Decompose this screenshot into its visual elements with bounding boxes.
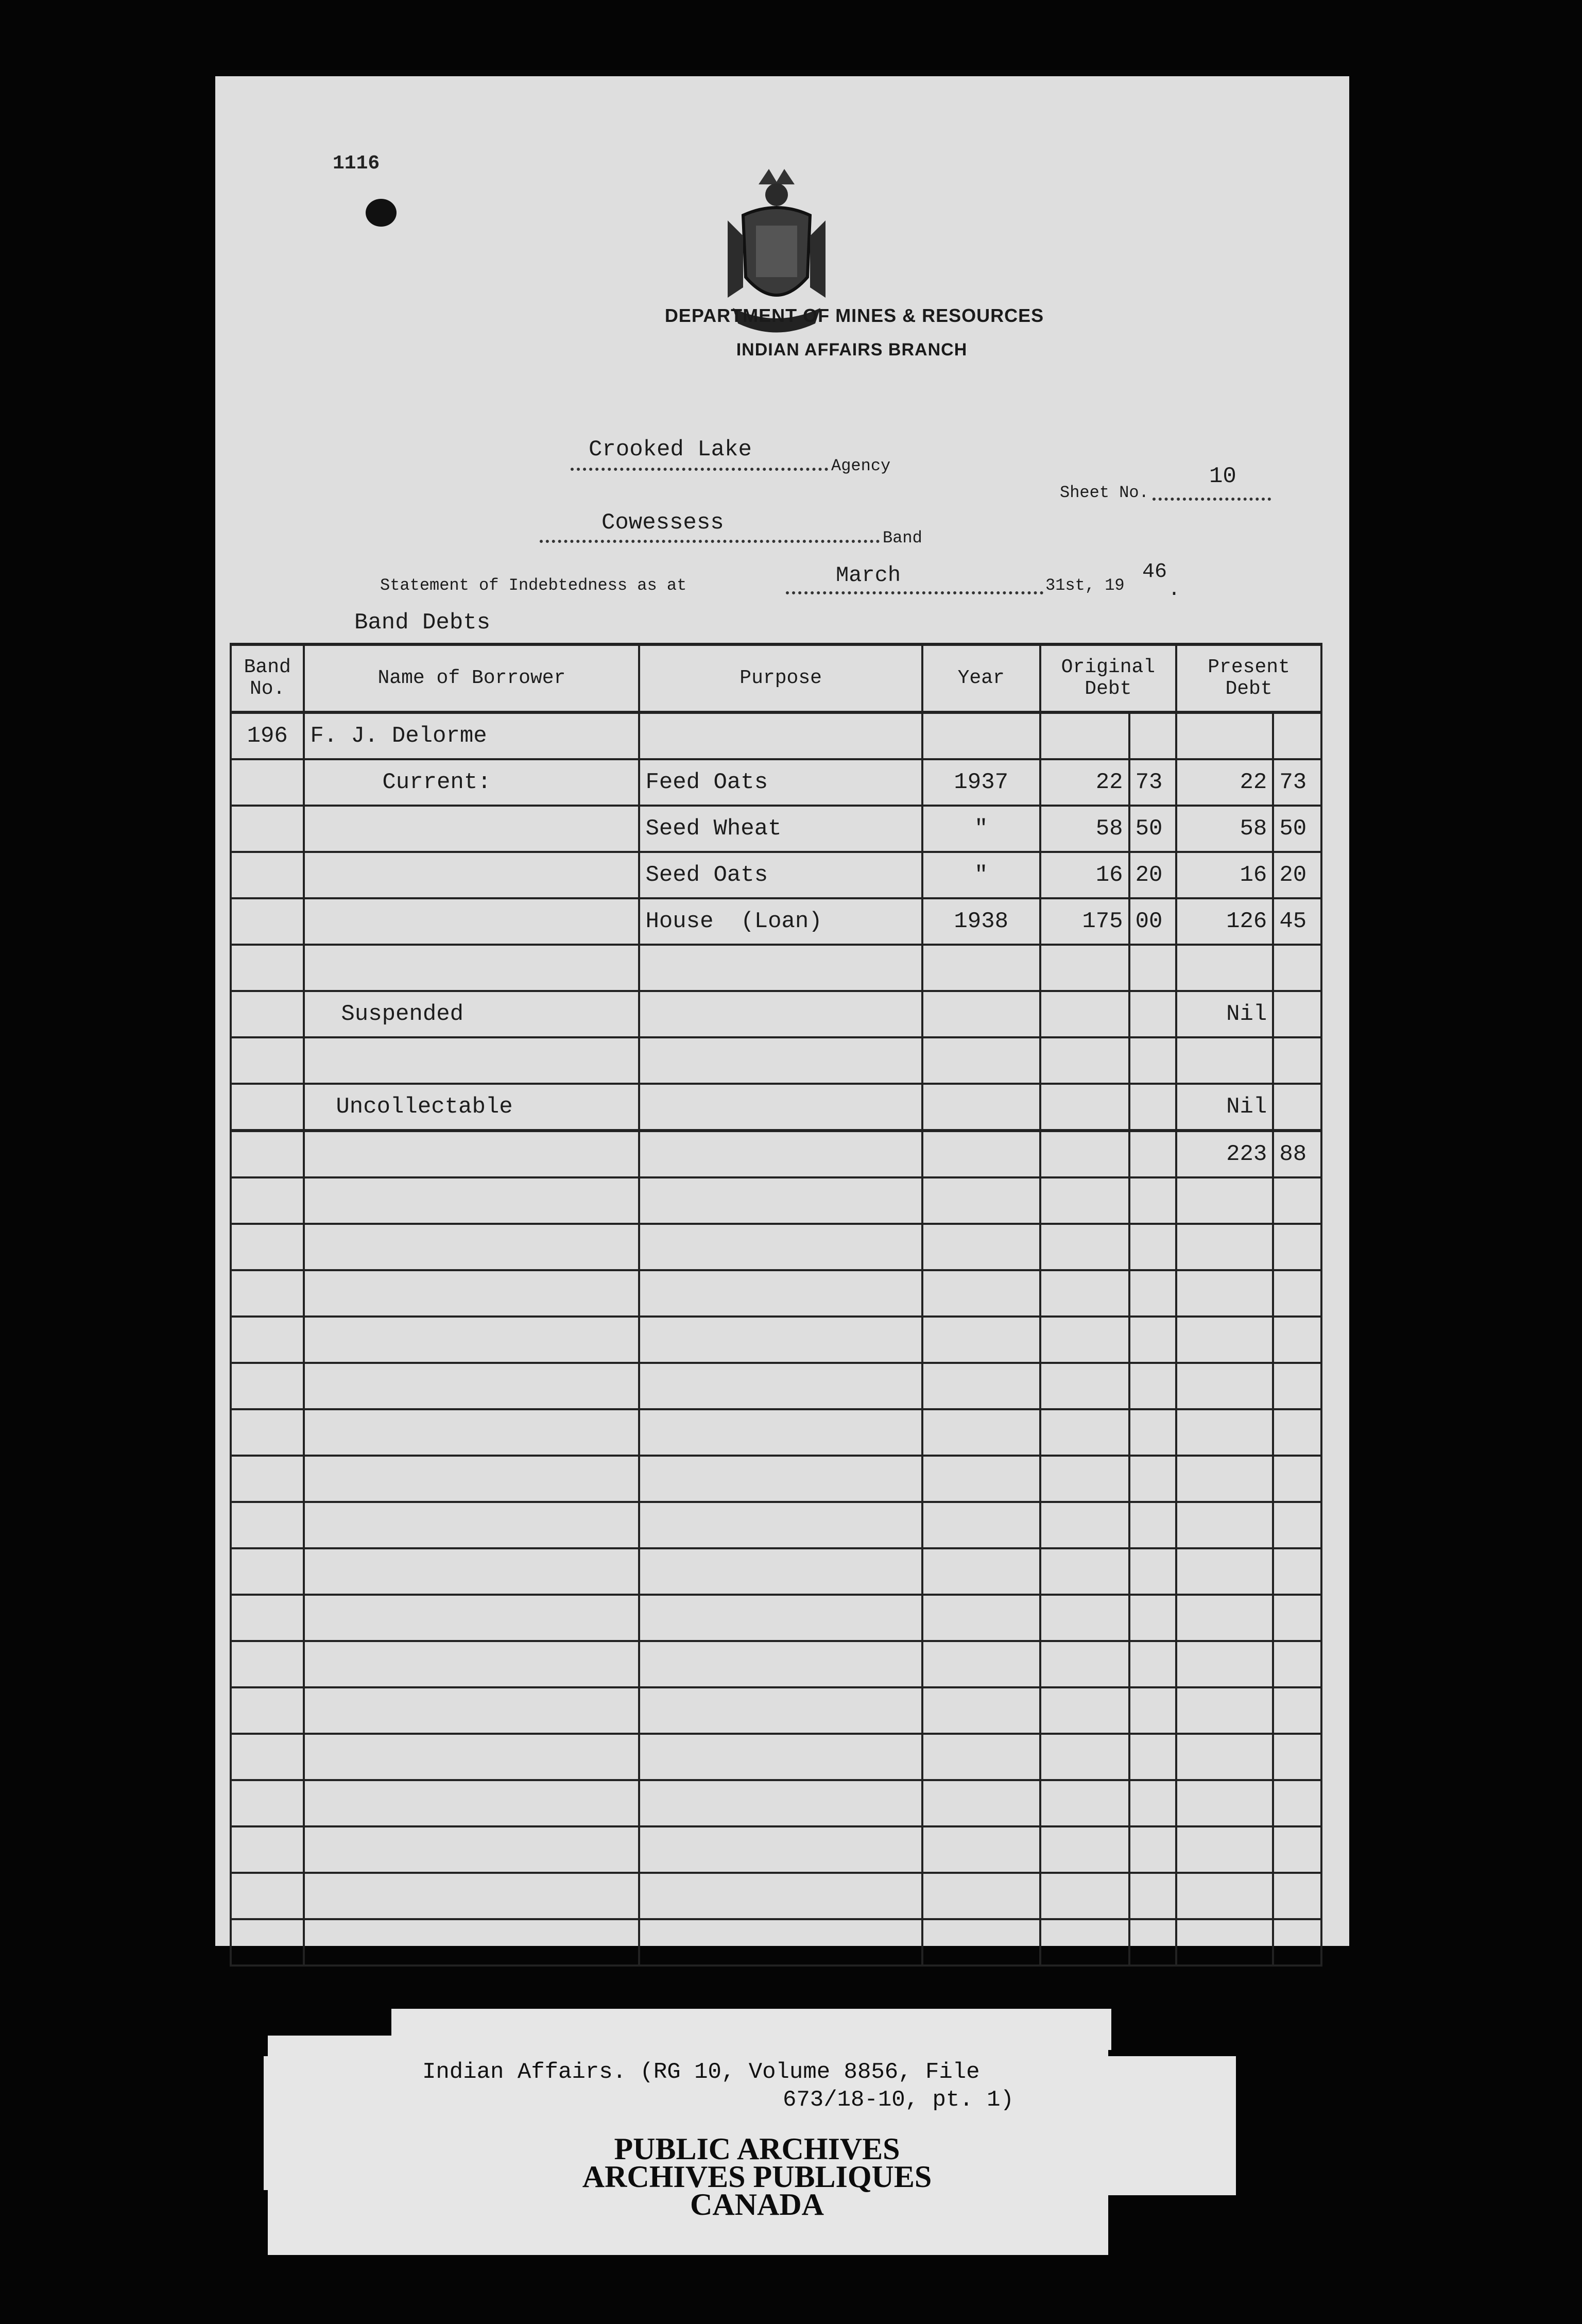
empty-cell <box>1040 1317 1129 1363</box>
present-dollars-cell: 22 <box>1176 759 1273 806</box>
header-band-no: Band No. <box>231 644 304 712</box>
band-no-cell <box>231 852 304 898</box>
header-original-debt: Original Debt <box>1040 644 1176 712</box>
blank-table-row <box>231 1548 1321 1595</box>
band-no-cell <box>231 759 304 806</box>
original-cents-cell <box>1129 1037 1177 1084</box>
empty-cell <box>1040 1548 1129 1595</box>
present-dollars-cell <box>1176 712 1273 759</box>
empty-cell <box>922 1873 1040 1919</box>
total-dollars-cell: 223 <box>1176 1131 1273 1177</box>
empty-cell <box>1129 1363 1177 1409</box>
year-cell <box>922 991 1040 1037</box>
blank-table-row <box>231 1177 1321 1224</box>
table-row <box>231 852 1321 898</box>
empty-cell <box>922 1919 1040 1966</box>
empty-cell <box>304 1456 639 1502</box>
purpose-cell: House (Loan) <box>639 898 922 945</box>
empty-cell <box>922 1641 1040 1687</box>
borrower-cell <box>304 898 639 945</box>
original-dollars-cell <box>1040 712 1129 759</box>
empty-cell <box>1129 1177 1177 1224</box>
section-title: Band Debts <box>354 610 491 636</box>
original-dollars-cell: 58 <box>1040 806 1129 852</box>
blank-table-row <box>231 1595 1321 1641</box>
year-cell <box>922 945 1040 991</box>
empty-cell <box>304 1919 639 1966</box>
original-cents-cell <box>1129 712 1177 759</box>
empty-cell <box>639 1409 922 1456</box>
empty-cell <box>1129 1317 1177 1363</box>
empty-cell <box>639 1641 922 1687</box>
empty-cell <box>1273 1177 1321 1224</box>
present-cents-cell <box>1273 945 1321 991</box>
empty-cell <box>304 1780 639 1826</box>
present-dollars-cell: 16 <box>1176 852 1273 898</box>
band-no-cell <box>231 945 304 991</box>
document-sheet <box>215 76 1349 1946</box>
year-cell: 1937 <box>922 759 1040 806</box>
empty-cell <box>1273 1687 1321 1734</box>
empty-cell <box>231 1224 304 1270</box>
empty-cell <box>922 1734 1040 1780</box>
total-cents-cell: 88 <box>1273 1131 1321 1177</box>
band-value: Cowessess <box>601 510 724 536</box>
empty-cell <box>1273 1780 1321 1826</box>
blank-table-row <box>231 1687 1321 1734</box>
empty-cell <box>1273 1317 1321 1363</box>
present-cents-cell <box>1273 991 1321 1037</box>
empty-cell <box>231 1131 304 1177</box>
empty-cell <box>1129 1873 1177 1919</box>
empty-cell <box>304 1548 639 1595</box>
band-no-cell <box>231 1084 304 1131</box>
statement-dots <box>786 591 1043 594</box>
empty-cell <box>1129 1270 1177 1317</box>
empty-cell <box>639 1734 922 1780</box>
purpose-cell <box>639 712 922 759</box>
debt-ledger <box>230 643 1322 1853</box>
blank-table-row <box>231 1734 1321 1780</box>
empty-cell <box>1040 1595 1129 1641</box>
empty-cell <box>922 1780 1040 1826</box>
present-cents-cell <box>1273 1084 1321 1131</box>
empty-cell <box>1273 1919 1321 1966</box>
empty-cell <box>1176 1873 1273 1919</box>
purpose-cell <box>639 1084 922 1131</box>
present-cents-cell <box>1273 712 1321 759</box>
empty-cell <box>1176 1734 1273 1780</box>
empty-cell <box>1176 1409 1273 1456</box>
empty-cell <box>1273 1826 1321 1873</box>
year-cell <box>922 1084 1040 1131</box>
empty-cell <box>304 1363 639 1409</box>
year-cell: " <box>922 852 1040 898</box>
header-purpose: Purpose <box>639 644 922 712</box>
empty-cell <box>1273 1409 1321 1456</box>
empty-cell <box>1040 1780 1129 1826</box>
blank-rows <box>231 1177 1321 1966</box>
empty-cell <box>1129 1919 1177 1966</box>
empty-cell <box>639 1363 922 1409</box>
borrower-cell: F. J. Delorme <box>304 712 639 759</box>
agency-value: Crooked Lake <box>589 437 752 463</box>
borrower-cell: Current: <box>304 759 639 806</box>
archive-reference-line2: 673/18-10, pt. 1) <box>783 2087 1014 2113</box>
empty-cell <box>1273 1502 1321 1548</box>
purpose-cell <box>639 945 922 991</box>
empty-cell <box>1273 1641 1321 1687</box>
band-no-cell <box>231 898 304 945</box>
empty-cell <box>1129 1502 1177 1548</box>
empty-cell <box>922 1177 1040 1224</box>
present-dollars-cell <box>1176 945 1273 991</box>
original-dollars-cell <box>1040 945 1129 991</box>
empty-cell <box>231 1317 304 1363</box>
empty-cell <box>304 1317 639 1363</box>
file-mark: 1116 <box>333 152 380 175</box>
empty-cell <box>304 1734 639 1780</box>
empty-cell <box>1176 1363 1273 1409</box>
empty-cell <box>1273 1224 1321 1270</box>
archive-country: CANADA <box>690 2188 824 2222</box>
original-dollars-cell: 16 <box>1040 852 1129 898</box>
empty-cell <box>1040 1224 1129 1270</box>
empty-cell <box>1176 1224 1273 1270</box>
empty-cell <box>1129 1131 1177 1177</box>
branch-heading: INDIAN AFFAIRS BRANCH <box>736 340 968 360</box>
agency-label: Agency <box>831 456 891 475</box>
archive-reference-line1: Indian Affairs. (RG 10, Volume 8856, File <box>422 2059 980 2085</box>
empty-cell <box>1129 1687 1177 1734</box>
borrower-cell <box>304 1037 639 1084</box>
empty-cell <box>304 1687 639 1734</box>
empty-cell <box>639 1687 922 1734</box>
year-cell <box>922 1037 1040 1084</box>
empty-cell <box>1040 1502 1129 1548</box>
empty-cell <box>1129 1595 1177 1641</box>
empty-cell <box>922 1270 1040 1317</box>
empty-cell <box>1040 1456 1129 1502</box>
band-no-cell <box>231 806 304 852</box>
empty-cell <box>639 1177 922 1224</box>
empty-cell <box>304 1131 639 1177</box>
blank-table-row <box>231 1919 1321 1966</box>
sheet-number: 10 <box>1209 464 1236 489</box>
empty-cell <box>639 1873 922 1919</box>
empty-cell <box>922 1548 1040 1595</box>
empty-cell <box>1176 1270 1273 1317</box>
present-dollars-cell: 126 <box>1176 898 1273 945</box>
empty-cell <box>1176 1641 1273 1687</box>
original-cents-cell: 50 <box>1129 806 1177 852</box>
ledger-table <box>230 643 1322 1967</box>
empty-cell <box>639 1595 922 1641</box>
empty-cell <box>1040 1734 1129 1780</box>
empty-cell <box>304 1224 639 1270</box>
empty-cell <box>304 1409 639 1456</box>
blank-table-row <box>231 1826 1321 1873</box>
empty-cell <box>922 1687 1040 1734</box>
empty-cell <box>1040 1131 1129 1177</box>
blank-table-row <box>231 1641 1321 1687</box>
blank-table-row <box>231 1873 1321 1919</box>
empty-cell <box>1040 1919 1129 1966</box>
empty-cell <box>231 1270 304 1317</box>
purpose-cell <box>639 1037 922 1084</box>
empty-cell <box>1273 1456 1321 1502</box>
empty-cell <box>231 1409 304 1456</box>
blank-table-row <box>231 1224 1321 1270</box>
original-dollars-cell <box>1040 1037 1129 1084</box>
empty-cell <box>1273 1873 1321 1919</box>
borrower-cell: Suspended <box>304 991 639 1037</box>
empty-cell <box>1129 1548 1177 1595</box>
statement-day: 31st, 19 <box>1045 576 1125 595</box>
present-cents-cell <box>1273 1037 1321 1084</box>
empty-cell <box>231 1826 304 1873</box>
blank-table-row <box>231 1409 1321 1456</box>
table-row <box>231 712 1321 759</box>
empty-cell <box>304 1873 639 1919</box>
empty-cell <box>304 1270 639 1317</box>
band-no-cell <box>231 1037 304 1084</box>
empty-cell <box>639 1502 922 1548</box>
empty-cell <box>639 1270 922 1317</box>
blank-table-row <box>231 1317 1321 1363</box>
empty-cell <box>304 1641 639 1687</box>
empty-cell <box>231 1919 304 1966</box>
empty-cell <box>1040 1270 1129 1317</box>
empty-cell <box>639 1456 922 1502</box>
borrower-cell <box>304 852 639 898</box>
empty-cell <box>1129 1224 1177 1270</box>
blank-table-row <box>231 1363 1321 1409</box>
empty-cell <box>1040 1826 1129 1873</box>
agency-dots <box>571 468 828 471</box>
purpose-cell: Seed Oats <box>639 852 922 898</box>
original-dollars-cell <box>1040 991 1129 1037</box>
empty-cell <box>1176 1502 1273 1548</box>
borrower-cell: Uncollectable <box>304 1084 639 1131</box>
statement-label: Statement of Indebtedness as at <box>380 576 687 595</box>
empty-cell <box>1176 1595 1273 1641</box>
empty-cell <box>639 1224 922 1270</box>
empty-cell <box>1176 1456 1273 1502</box>
blank-table-row <box>231 1456 1321 1502</box>
empty-cell <box>1040 1873 1129 1919</box>
original-cents-cell: 73 <box>1129 759 1177 806</box>
blank-table-row <box>231 1780 1321 1826</box>
header-row <box>231 644 1321 712</box>
empty-cell <box>231 1641 304 1687</box>
empty-cell <box>1040 1363 1129 1409</box>
table-row <box>231 898 1321 945</box>
statement-year: 46 <box>1142 560 1167 584</box>
present-dollars-cell: 58 <box>1176 806 1273 852</box>
empty-cell <box>1176 1317 1273 1363</box>
empty-cell <box>922 1595 1040 1641</box>
department-heading: DEPARTMENT OF MINES & RESOURCES <box>664 305 1044 326</box>
purpose-cell <box>639 991 922 1037</box>
header-year: Year <box>922 644 1040 712</box>
empty-cell <box>922 1409 1040 1456</box>
empty-cell <box>231 1780 304 1826</box>
present-cents-cell: 20 <box>1273 852 1321 898</box>
empty-cell <box>1040 1409 1129 1456</box>
borrower-cell <box>304 945 639 991</box>
empty-cell <box>304 1595 639 1641</box>
empty-cell <box>1176 1687 1273 1734</box>
total-row <box>231 1131 1321 1177</box>
empty-cell <box>1129 1826 1177 1873</box>
table-row <box>231 945 1321 991</box>
empty-cell <box>231 1548 304 1595</box>
empty-cell <box>922 1317 1040 1363</box>
empty-cell <box>1273 1548 1321 1595</box>
empty-cell <box>304 1177 639 1224</box>
empty-cell <box>639 1317 922 1363</box>
sheet-label: Sheet No. <box>1060 483 1149 502</box>
empty-cell <box>1040 1641 1129 1687</box>
present-dollars-cell <box>1176 1037 1273 1084</box>
borrower-cell <box>304 806 639 852</box>
table-row <box>231 1084 1321 1131</box>
empty-cell <box>639 1919 922 1966</box>
original-cents-cell: 00 <box>1129 898 1177 945</box>
present-dollars-cell: Nil <box>1176 991 1273 1037</box>
purpose-cell: Feed Oats <box>639 759 922 806</box>
table-row <box>231 991 1321 1037</box>
coat-of-arms-icon <box>723 164 831 360</box>
original-cents-cell <box>1129 945 1177 991</box>
original-cents-cell <box>1129 991 1177 1037</box>
original-cents-cell: 20 <box>1129 852 1177 898</box>
empty-cell <box>922 1502 1040 1548</box>
original-cents-cell <box>1129 1084 1177 1131</box>
present-cents-cell: 45 <box>1273 898 1321 945</box>
original-dollars-cell: 175 <box>1040 898 1129 945</box>
year-cell <box>922 712 1040 759</box>
sheet-dots <box>1153 498 1271 501</box>
empty-cell <box>231 1363 304 1409</box>
empty-cell <box>922 1456 1040 1502</box>
empty-cell <box>231 1595 304 1641</box>
band-dots <box>540 540 880 543</box>
table-row <box>231 759 1321 806</box>
original-dollars-cell <box>1040 1084 1129 1131</box>
empty-cell <box>639 1548 922 1595</box>
empty-cell <box>1273 1595 1321 1641</box>
header-present-debt: Present Debt <box>1176 644 1321 712</box>
empty-cell <box>1176 1177 1273 1224</box>
empty-cell <box>1273 1270 1321 1317</box>
archive-name-english: PUBLIC ARCHIVES <box>614 2132 900 2166</box>
original-dollars-cell: 22 <box>1040 759 1129 806</box>
empty-cell <box>1176 1919 1273 1966</box>
empty-cell <box>231 1734 304 1780</box>
year-cell: 1938 <box>922 898 1040 945</box>
empty-cell <box>231 1873 304 1919</box>
present-cents-cell: 73 <box>1273 759 1321 806</box>
header-name: Name of Borrower <box>304 644 639 712</box>
empty-cell <box>1176 1548 1273 1595</box>
empty-cell <box>922 1363 1040 1409</box>
present-cents-cell: 50 <box>1273 806 1321 852</box>
blank-table-row <box>231 1502 1321 1548</box>
empty-cell <box>231 1456 304 1502</box>
empty-cell <box>1040 1687 1129 1734</box>
empty-cell <box>1176 1780 1273 1826</box>
blank-table-row <box>231 1270 1321 1317</box>
empty-cell <box>231 1502 304 1548</box>
empty-cell <box>1129 1641 1177 1687</box>
empty-cell <box>922 1826 1040 1873</box>
empty-cell <box>639 1131 922 1177</box>
empty-cell <box>922 1224 1040 1270</box>
purpose-cell: Seed Wheat <box>639 806 922 852</box>
empty-cell <box>639 1780 922 1826</box>
empty-cell <box>1129 1734 1177 1780</box>
empty-cell <box>304 1502 639 1548</box>
empty-cell <box>1129 1409 1177 1456</box>
empty-cell <box>304 1826 639 1873</box>
band-label: Band <box>883 528 922 548</box>
year-cell: " <box>922 806 1040 852</box>
empty-cell <box>1176 1826 1273 1873</box>
empty-cell <box>1129 1780 1177 1826</box>
empty-cell <box>1129 1456 1177 1502</box>
empty-cell <box>922 1131 1040 1177</box>
present-dollars-cell: Nil <box>1176 1084 1273 1131</box>
empty-cell <box>1273 1734 1321 1780</box>
empty-cell <box>231 1177 304 1224</box>
band-no-cell <box>231 991 304 1037</box>
table-row <box>231 806 1321 852</box>
empty-cell <box>1273 1363 1321 1409</box>
empty-cell <box>231 1687 304 1734</box>
band-no-cell: 196 <box>231 712 304 759</box>
empty-cell <box>1040 1177 1129 1224</box>
archive-name-french: ARCHIVES PUBLIQUES <box>582 2160 932 2194</box>
table-row <box>231 1037 1321 1084</box>
statement-month: March <box>836 563 901 588</box>
statement-period: . <box>1168 578 1181 602</box>
punch-hole <box>366 199 397 227</box>
empty-cell <box>639 1826 922 1873</box>
